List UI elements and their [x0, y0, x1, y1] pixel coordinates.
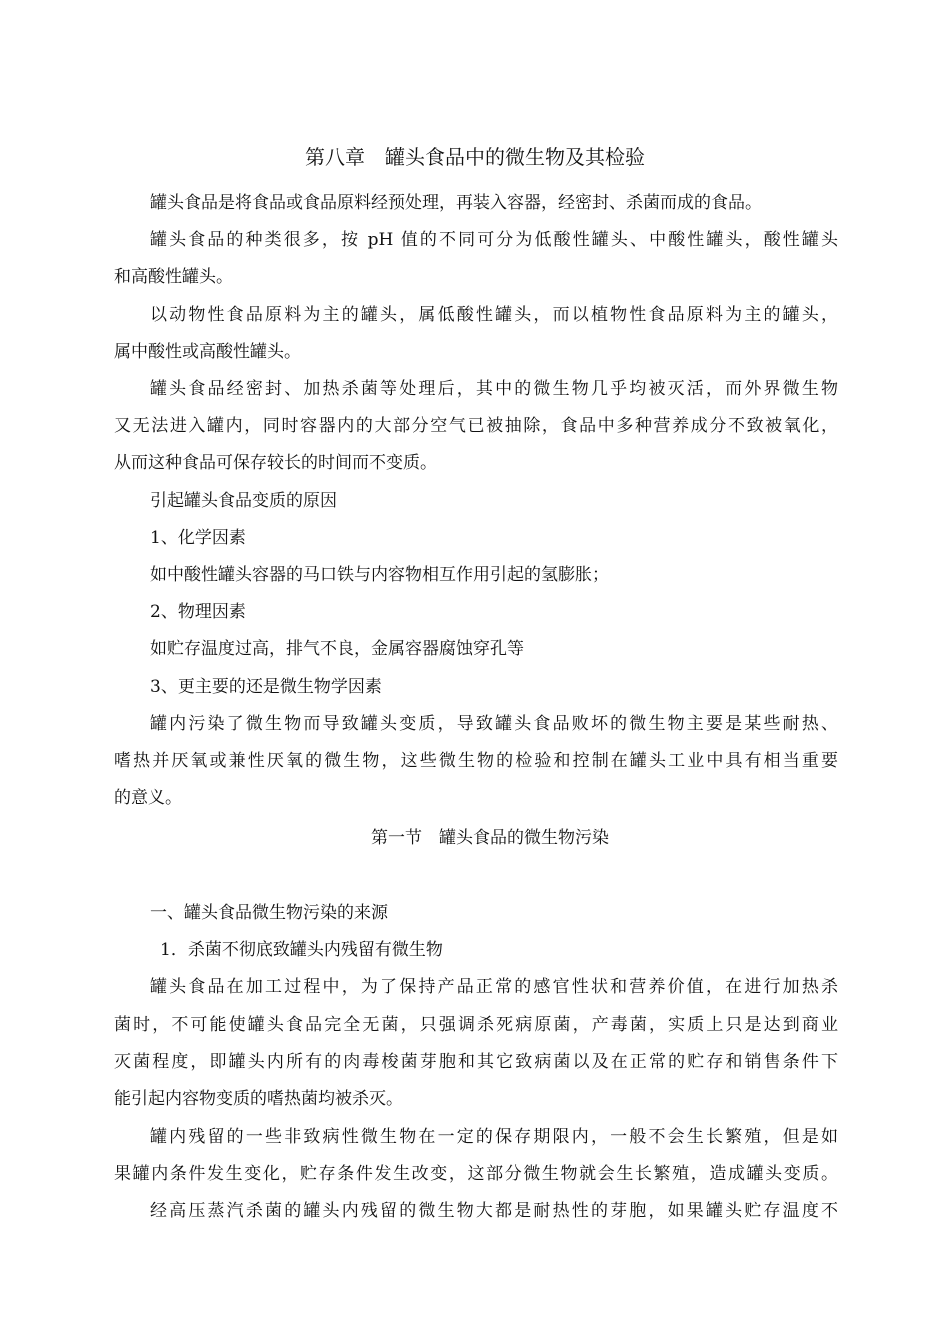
chapter-title: 第八章 罐头食品中的微生物及其检验: [305, 145, 645, 169]
paragraph-line: 罐内污染了微生物而导致罐头变质，导致罐头食品败坏的微生物主要是某些耐热、: [150, 714, 838, 734]
paragraph-line: 灭菌程度，即罐头内所有的肉毒梭菌芽胞和其它致病菌以及在正常的贮存和销售条件下: [114, 1052, 838, 1072]
subsection-heading: 1．杀菌不彻底致罐头内残留有微生物: [160, 940, 443, 960]
paragraph-line: 罐头食品在加工过程中，为了保持产品正常的感官性状和营养价值，在进行加热杀: [150, 977, 838, 997]
paragraph-line: 菌时，不可能使罐头食品完全无菌，只强调杀死病原菌，产毒菌，实质上只是达到商业: [114, 1015, 838, 1035]
paragraph-line: 又无法进入罐内，同时容器内的大部分空气已被抽除，食品中多种营养成分不致被氧化，: [114, 416, 838, 436]
paragraph-line: 的意义。: [114, 788, 182, 808]
paragraph-line: 罐内残留的一些非致病性微生物在一定的保存期限内，一般不会生长繁殖，但是如: [150, 1127, 838, 1147]
paragraph-line: 嗜热并厌氧或兼性厌氧的微生物，这些微生物的检验和控制在罐头工业中具有相当重要: [114, 751, 838, 771]
paragraph-line: 从而这种食品可保存较长的时间而不变质。: [114, 453, 437, 473]
paragraph-line: 和高酸性罐头。: [114, 267, 233, 287]
paragraph-line: 果罐内条件发生变化，贮存条件发生改变，这部分微生物就会生长繁殖，造成罐头变质。: [114, 1164, 838, 1184]
paragraph-line: 罐头食品经密封、加热杀菌等处理后，其中的微生物几乎均被灭活，而外界微生物: [150, 379, 838, 399]
list-heading: 2、物理因素: [150, 602, 246, 622]
paragraph-line: 经高压蒸汽杀菌的罐头内残留的微生物大都是耐热性的芽胞，如果罐头贮存温度不: [150, 1201, 838, 1221]
list-heading: 3、更主要的还是微生物学因素: [150, 677, 382, 697]
paragraph-line: 罐头食品是将食品或食品原料经预处理，再装入容器，经密封、杀菌而成的食品。: [150, 193, 762, 213]
subsection-heading: 一、罐头食品微生物污染的来源: [150, 903, 388, 923]
paragraph-line: 罐头食品的种类很多，按 pH 值的不同可分为低酸性罐头、中酸性罐头，酸性罐头: [150, 230, 838, 250]
paragraph-line: 能引起内容物变质的嗜热菌均被杀灭。: [114, 1089, 403, 1109]
paragraph-line: 属中酸性或高酸性罐头。: [114, 342, 301, 362]
list-heading: 1、化学因素: [150, 528, 246, 548]
paragraph-line: 引起罐头食品变质的原因: [150, 491, 337, 511]
paragraph-line: 如贮存温度过高，排气不良，金属容器腐蚀穿孔等: [150, 639, 524, 659]
paragraph-line: 以动物性食品原料为主的罐头，属低酸性罐头，而以植物性食品原料为主的罐头，: [150, 305, 838, 325]
paragraph-line: 如中酸性罐头容器的马口铁与内容物相互作用引起的氢膨胀；: [150, 565, 609, 585]
section-title: 第一节 罐头食品的微生物污染: [371, 828, 609, 848]
